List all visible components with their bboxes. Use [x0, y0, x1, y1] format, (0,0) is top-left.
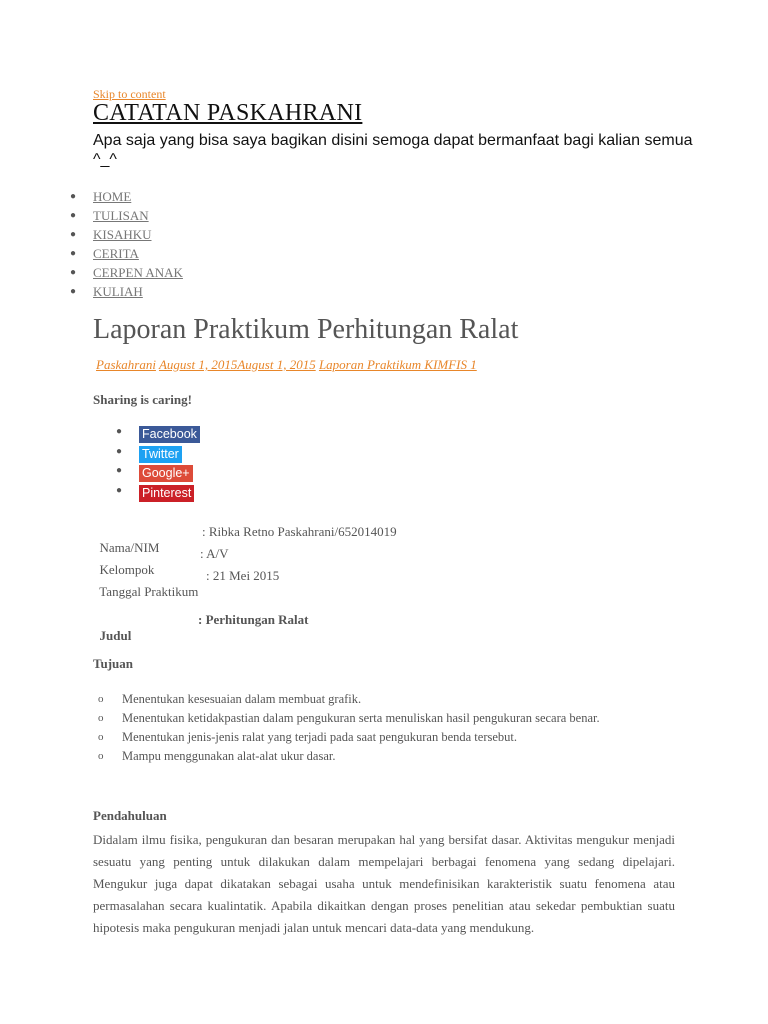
twitter-share-button[interactable]: Twitter [139, 446, 182, 463]
kelompok-value: : A/V [200, 546, 229, 561]
judul-row [93, 612, 309, 660]
post-date-link[interactable]: August 1, 2015August 1, 2015 [158, 357, 316, 372]
bullet-icon: ● [116, 465, 123, 476]
share-buttons [116, 425, 200, 503]
judul-label: Judul [99, 628, 132, 643]
circle-bullet-icon: o [98, 693, 104, 705]
bullet-icon: ● [70, 229, 77, 240]
nav-item-tulisan[interactable]: ● TULISAN [70, 208, 149, 223]
bullet-icon: ● [70, 286, 77, 297]
googleplus-share-button[interactable]: Google+ [139, 465, 193, 482]
skip-to-content-link[interactable]: Skip to content [93, 87, 166, 101]
share-item-facebook [116, 425, 200, 445]
tanggal-label: Tanggal Praktikum [99, 584, 199, 599]
nama-value: : Ribka Retno Paskahrani/652014019 [202, 524, 397, 539]
nama-label: Nama/NIM [99, 540, 160, 555]
list-item: o Menentukan ketidakpastian dalam pengukuran serta menuliskan hasil pengukuran secara benar. [93, 709, 600, 728]
pendahuluan-paragraph: Didalam ilmu fisika, pengukuran dan besaran merupakan hal yang bersifat dasar. Aktivitas mengukur menjadi sesuatu yang penting untuk dilakukan dalam mempelajari berbagai fenomena yang sedang dipelajari. Mengukur juga dapat dikatakan sebagai usaha untuk mendefinisikan karakteristik suatu fenomena atau permasalahan secara kualintatik. Apabila dikaitkan dengan proses penelitian atau sekedar pembuktian suatu hipotesis maka pengukuran menjadi jalan untuk mencari data-data yang mendukung. [93, 832, 675, 935]
bullet-icon: ● [70, 267, 77, 278]
site-description: Apa saja yang bisa saya bagikan disini semoga dapat bermanfaat bagi kalian semua ^_^ [93, 132, 693, 168]
nav-item-kisahku[interactable]: ● KISAHKU [70, 227, 152, 242]
list-item: o Mampu menggunakan alat-alat ukur dasar. [93, 747, 600, 766]
nav-item-home[interactable]: ● HOME [70, 189, 132, 204]
main-nav [70, 187, 183, 301]
circle-bullet-icon: o [98, 712, 104, 724]
judul-value: : Perhitungan Ralat [198, 612, 309, 627]
post-author-link[interactable]: Paskahrani [96, 357, 156, 372]
bullet-icon: ● [70, 191, 77, 202]
nav-item-kuliah[interactable]: ● KULIAH [70, 284, 143, 299]
share-heading: Sharing is caring! [93, 392, 192, 407]
share-item-pinterest [116, 484, 200, 504]
pinterest-share-button[interactable]: Pinterest [139, 485, 194, 502]
tanggal-row [93, 568, 280, 616]
nav-item-cerita[interactable]: ● CERITA [70, 246, 139, 261]
bullet-icon: ● [116, 426, 123, 437]
tujuan-heading: Tujuan [93, 656, 133, 671]
pendahuluan-heading: Pendahuluan [93, 808, 167, 823]
post-category-link[interactable]: Laporan Praktikum KIMFIS 1 [318, 357, 477, 372]
share-item-googleplus [116, 464, 200, 484]
facebook-share-button[interactable]: Facebook [139, 426, 200, 443]
list-item: o Menentukan kesesuaian dalam membuat grafik. [93, 690, 600, 709]
bullet-icon: ● [116, 484, 123, 496]
nav-item-cerpen-anak[interactable]: ● CERPEN ANAK [70, 265, 183, 280]
site-title[interactable]: CATATAN PASKAHRANI [93, 100, 363, 126]
bullet-icon: ● [116, 445, 123, 457]
circle-bullet-icon: o [98, 731, 104, 743]
list-item: o Menentukan jenis-jenis ralat yang terjadi pada saat pengukuran benda tersebut. [93, 728, 600, 747]
bullet-icon: ● [70, 210, 77, 221]
bullet-icon: ● [70, 248, 77, 259]
post-meta [96, 357, 477, 373]
kelompok-label: Kelompok [99, 562, 155, 577]
circle-bullet-icon: o [98, 750, 104, 762]
post-title: Laporan Praktikum Perhitungan Ralat [93, 314, 519, 345]
tujuan-list [93, 690, 600, 766]
tanggal-value: : 21 Mei 2015 [206, 568, 280, 583]
share-item-twitter [116, 445, 200, 465]
